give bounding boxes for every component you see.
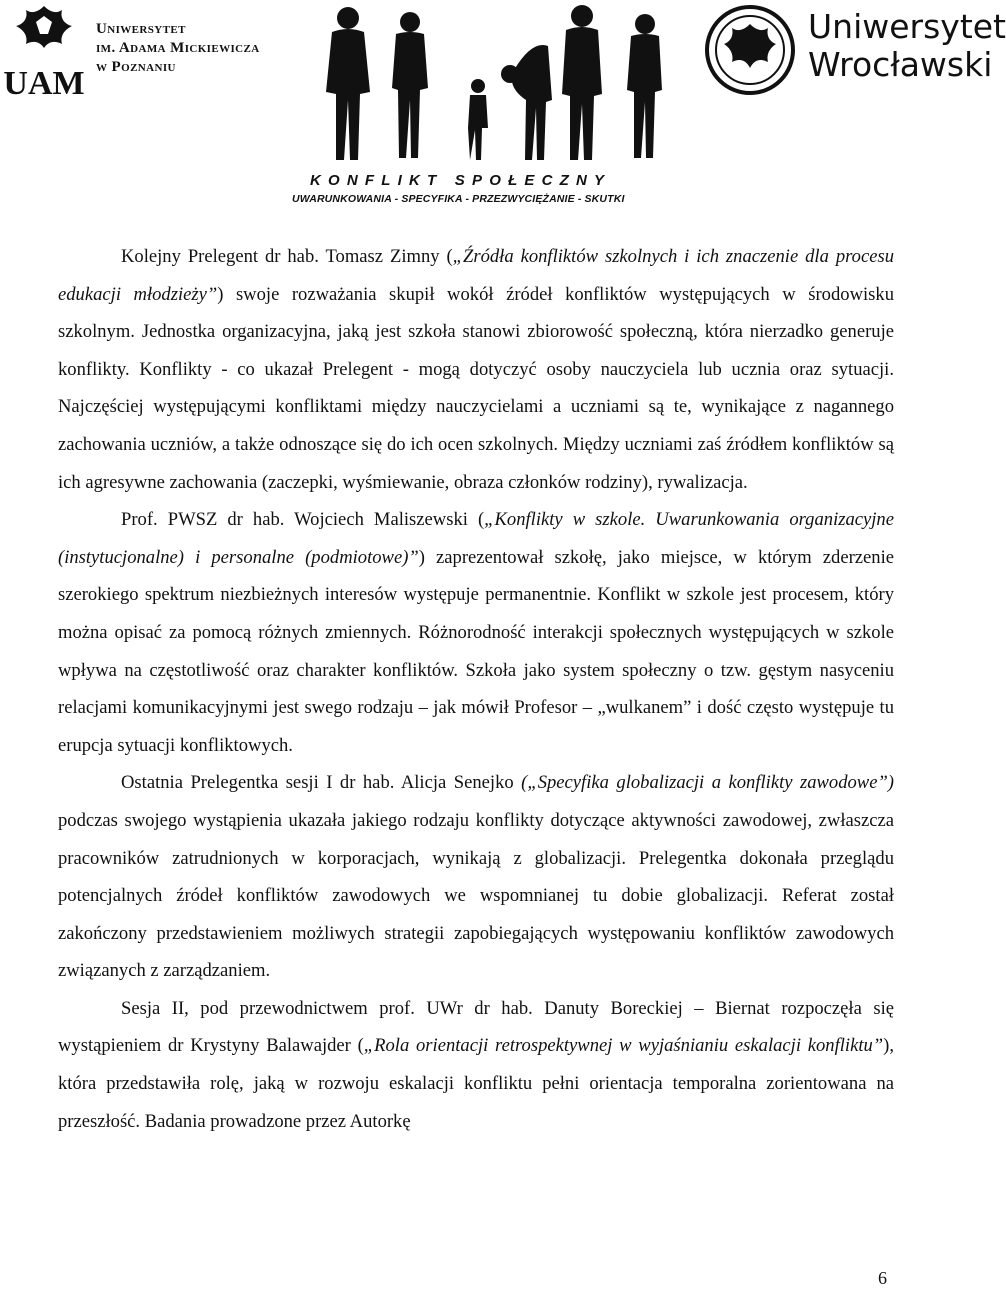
conference-banner <box>282 172 694 212</box>
conference-subtitle: UWARUNKOWANIA - SPECYFIKA - PRZEZWYCIĘŻANIE - SKUTKI <box>292 193 625 205</box>
uam-name-line3: w Poznaniu <box>96 59 176 75</box>
people-silhouettes-illustration <box>300 0 680 170</box>
body-paragraph <box>58 238 894 501</box>
text-run: Kolejny Prelegent dr hab. Tomasz Zimny ( <box>121 246 453 267</box>
uam-logo-icon <box>2 2 86 102</box>
uam-name-line1: Uniwersytet <box>96 21 186 37</box>
page-number: 6 <box>878 1268 887 1288</box>
uam-logo-text: UAM <box>3 65 85 102</box>
uwr-seal-icon <box>704 4 796 96</box>
document-body <box>58 238 894 1140</box>
uam-name-line2: im. Adama Mickiewicza <box>96 40 260 56</box>
body-paragraph <box>58 764 894 990</box>
uwr-name-line2: Wrocławski <box>808 45 993 84</box>
text-run: ) zaprezentował szkołę, jako miejsce, w którym zderzenie szerokiego spektrum niezbieżnych interesów występuje permanentnie. Konflikt w szkole jest procesem, który można opisać za pomocą różnych zmiennych. Różnorodność interakcji społecznych występujących w szkole wpływa na częstotliwość oraz charakter konfliktów. Szkoła jako system społeczny o tzw. gęstym nasyceniu relacjami komunikacyjnymi jest swego rodzaju – jak mówił Profesor – „wulkanem” i dość często występuje tu erupcja sytuacji konfliktowych. <box>58 546 894 756</box>
uwr-name-line1: Uniwersytet <box>808 7 1006 46</box>
italic-title-run: „Rola orientacji retrospektywnej w wyjaśnianiu eskalacji konfliktu” <box>363 1035 884 1057</box>
body-paragraph <box>58 501 894 764</box>
uwr-name <box>808 8 1006 84</box>
italic-title-run: „Źródła konfliktów szkolnych i ich znaczenie dla procesu edukacji młodzieży” <box>58 246 894 305</box>
body-paragraph <box>58 990 894 1140</box>
uam-branding <box>0 0 310 110</box>
uwr-branding <box>700 0 1006 110</box>
text-run: Ostatnia Prelegentka sesji I dr hab. Alicja Senejko <box>121 772 522 794</box>
conference-title: KONFLIKT SPOŁECZNY <box>310 172 612 189</box>
italic-title-run: „Konflikty w szkole. Uwarunkowania organizacyjne (instytucjonalne) i personalne (podmiotowe)” <box>58 509 894 568</box>
text-run: ) swoje rozważania skupił wokół źródeł konfliktów występujących w środowisku szkolnym. Jednostka organizacyjna, jaką jest szkoła stanowi zbiorowość społeczną, która nierzadko generuje konflikty. Konflikty - co ukazał Prelegent - mogą dotyczyć osoby nauczyciela lub ucznia oraz sytuacji. Najczęściej występującymi konfliktami między nauczycielami a uczniami są te, wynikające z nagannego zachowania uczniów, a także odnoszące się do ich ocen szkolnych. Między uczniami zaś źródłem konfliktów są ich agresywne zachowania (zaczepki, wyśmiewanie, obraza członków rodziny), rywalizacja. <box>58 283 894 493</box>
text-run: Sesja II, pod przewodnictwem prof. UWr dr hab. Danuty Boreckiej – Biernat rozpoczęła się wystąpieniem dr Krystyny Balawajder ( <box>58 997 894 1057</box>
italic-title-run: („Specyfika globalizacji a konflikty zawodowe”) <box>521 772 894 794</box>
text-run: ), która przedstawiła rolę, jaką w rozwoju eskalacji konfliktu pełni orientacja temporalna zorientowana na przeszłość. Badania prowadzone przez Autorkę <box>58 1035 894 1132</box>
uam-name <box>96 20 260 77</box>
text-run: Prof. PWSZ dr hab. Wojciech Maliszewski ( <box>121 509 485 531</box>
page-header <box>0 0 1006 220</box>
text-run: podczas swojego wystąpienia ukazała jakiego rodzaju konflikty dotyczące aktywności zawodowej, zwłaszcza pracowników zatrudnionych w korporacjach, wynikają z globalizacji. Prelegentka dokonała przeglądu potencjalnych źródeł konfliktów zawodowych we wspomnianej tu dobie globalizacji. Referat został zakończony przedstawieniem możliwych strategii zapobiegających występowaniu konfliktów zawodowych związanych z zarządzaniem. <box>58 809 894 982</box>
